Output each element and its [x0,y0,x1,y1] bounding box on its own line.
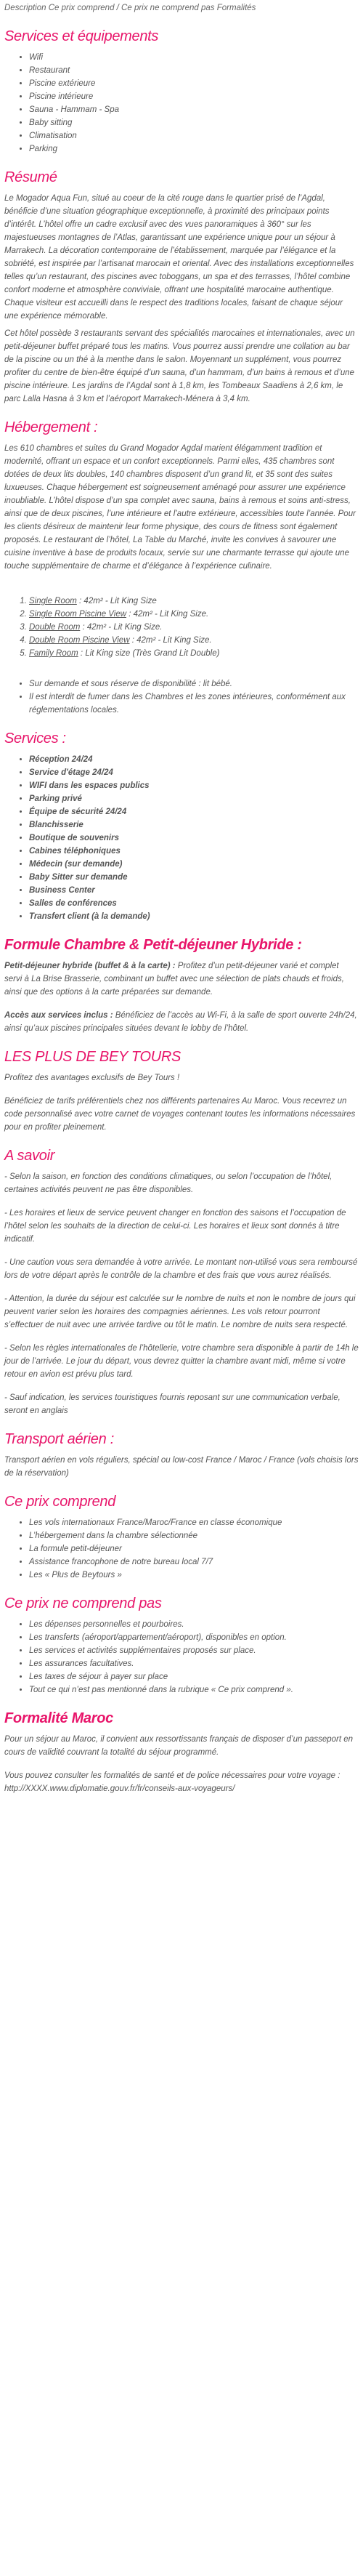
list-item: • Les taxes de séjour à payer sur place [29,1670,359,1683]
formula-paragraph [4,1009,359,1035]
list-item: • Climatisation [29,129,359,142]
room-spec: : 42m² - Lit King Size. [129,636,212,645]
formalities-paragraph[interactable]: Vous pouvez consulter les formalités de santé et de police nécessaires pour votre voyage : http://XXXX.www.diplomatie.gouv.fr/fr/conseils-aux-voyageurs/ [4,1771,340,1793]
room-notes [4,677,359,717]
list-item: • Restaurant [29,64,359,77]
tabs-bar[interactable]: Description Ce prix comprend / Ce prix ne comprend pas Formalités [4,4,256,12]
room-spec: : 42m² - Lit King Size. [126,610,209,619]
list-item: • La formule petit-déjeuner [29,1542,359,1555]
list-item: • Médecin (sur demande) [29,858,359,871]
room-name[interactable]: Family Room [29,649,78,658]
list-item: • Wifi [29,51,359,64]
list-item: • Réception 24/24 [29,753,359,766]
list-item: • Sauna - Hammam - Spa [29,103,359,116]
good-to-know-item: - Selon la saison, en fonction des conditions climatiques, ou selon l’occupation de l’hôtel, certaines activités peuvent ne pas être disponibles. [4,1172,333,1194]
list-item: • Parking [29,142,359,156]
list-item: • Boutique de souvenirs [29,832,359,845]
bonus-paragraph: Profitez des avantages exclusifs de Bey Tours ! [4,1074,180,1082]
formula-label: Petit-déjeuner hybride (buffet & à la carte) : [4,962,176,970]
list-item: • Les vols internationaux France/Maroc/France en classe économique [29,1516,359,1529]
room-item [29,595,359,608]
list-item: • Assistance francophone de notre bureau local 7/7 [29,1555,359,1569]
good-to-know-item: - Selon les règles internationales de l’hôtellerie, votre chambre sera disponible à partir de 14h le jour de l’arrivée. Le jour du départ, vous devrez quitter la chambre avant midi, même si votre retour en avion est prévu plus tard. [4,1344,359,1379]
room-item [29,608,359,621]
included-list [4,1516,359,1582]
room-spec: : 42m² - Lit King Size [76,597,157,605]
accommodation-title: Hébergement : [4,419,98,435]
room-name[interactable]: Single Room Piscine View [29,610,127,619]
formalities-title: Formalité Maroc [4,1710,113,1726]
good-to-know-item: - Les horaires et lieux de service peuvent changer en fonction des saisons et l’occupation de l’hôtel selon les souhaits de la direction de celui-ci. Les horaires et lieux sont donnés à titre indicatif. [4,1209,346,1244]
list-item: • L’hébergement dans la chambre sélectionnée [29,1529,359,1542]
good-to-know-item: - Attention, la durée du séjour est calculée sur le nombre de nuits et non le nombre de jours qui peuvent varier selon les horaires des compagnies aériennes. Les vols retour pourront s’effectuer de nuit avec une arrivée tardive ou tôt le matin. Le nombre de nuits sera respecté. [4,1295,356,1329]
list-item: • Parking privé [29,792,359,805]
transport-title: Transport aérien : [4,1431,114,1447]
good-to-know-item: - Une caution vous sera demandée à votre arrivée. Le montant non-utilisé vous sera remboursé lors de votre départ après le contrôle de la chambre et des frais que vous aurez réalisés. [4,1258,358,1280]
list-item: • Les services et activités supplémentaires proposés sur place. [29,1644,359,1657]
list-item: • Cabines téléphoniques [29,845,359,858]
list-item: • Blanchisserie [29,818,359,832]
list-item: • Équipe de sécurité 24/24 [29,805,359,818]
list-item: • Transfert client (à la demande) [29,910,359,923]
excluded-title: Ce prix ne comprend pas [4,1595,162,1611]
transport-paragraph: Transport aérien en vols réguliers, spécial ou low-cost France / Maroc / France (vols choisis lors de la réservation) [4,1456,359,1478]
room-name[interactable]: Single Room [29,597,77,605]
formula-label: Accès aux services inclus : [4,1011,113,1020]
list-item: • Sur demande et sous réserve de disponibilité : lit bébé. [29,677,359,691]
list-item: • Les « Plus de Beytours » [29,1569,359,1582]
list-item: • Piscine extérieure [29,77,359,90]
formula-title: Formule Chambre & Petit-déjeuner Hybride : [4,937,302,953]
list-item: • Service d'étage 24/24 [29,766,359,779]
list-item: • Les transferts (aéroport/appartement/aéroport), disponibles en option. [29,1631,359,1644]
equipment-list [4,51,359,156]
equipment-title: Services et équipements [4,28,159,44]
list-item: • Piscine intérieure [29,90,359,103]
room-item [29,621,359,634]
room-name[interactable]: Double Room Piscine View [29,636,130,645]
services-list [4,753,359,923]
room-list [4,595,359,660]
formula-paragraph [4,959,359,999]
room-name[interactable]: Double Room [29,623,81,632]
list-item: • Les assurances facultatives. [29,1657,359,1670]
excluded-list [4,1618,359,1696]
good-to-know-title: A savoir [4,1148,55,1164]
formalities-paragraph: Pour un séjour au Maroc, il convient aux ressortissants français de disposer d’un passeport en cours de validité couvrant la totalité du séjour programmé. [4,1735,354,1757]
list-item: • Les dépenses personnelles et pourboires. [29,1618,359,1631]
list-item: • WIFI dans les espaces publics [29,779,359,792]
bonus-paragraph: Bénéficiez de tarifs préférentiels chez nos différents partenaires Au Maroc. Vous recevrez un code personnalisé avec votre carnet de voyages contenant toutes les informations nécessaires pour en profiter pleinement. [4,1097,356,1132]
summary-paragraph: Le Mogador Aqua Fun, situé au coeur de la cité rouge dans le quartier prisé de l’Agdal, bénéficie d’une situation géographique exceptionnelle, à proximité des principaux points d’intérêt. L’hôtel offre un cadre exclusif avec des vues panoramiques à 360° sur les majestueuses montagnes de l’Atlas, garantissant une expérience unique pour un séjour à Marrakech. La décoration contemporaine de l’établissement, marquée par l’élégance et la sobriété, est inspirée par l’artisanat marocain et oriental. Avec des installations exceptionnelles telles qu’un restaurant, des piscines avec toboggans, un spa et des terrasses, l’hôtel combine confort moderne et atmosphère conviviale, offrant une hospitalité marocaine authentique. Chaque visiteur est accueilli dans le respect des traditions locales, faisant de chaque séjour une expérience mémorable. [4,194,354,321]
summary-paragraph: Cet hôtel possède 3 restaurants servant des spécialités marocaines et internationales, avec un petit-déjeuner buffet préparé tous les matins. Vous pourrez aussi prendre une collation au bar de la piscine ou un thé à la menthe dans le salon. Moyennant un supplément, vous pourrez profiter du centre de bien-être équipé d’un sauna, d’un hammam, d’un bains à remous et d’une piscine intérieure. Les jardins de l’Agdal sont à 1,8 km, les Tombeaux Saadiens à 2,6 km, le parc Lalla Hasna à 3 km et l’aéroport Marrakech-Ménera à 3,4 km. [4,329,355,403]
room-spec: : 42m² - Lit King Size. [80,623,163,632]
room-item [29,647,359,660]
list-item: • Il est interdit de fumer dans les Chambres et les zones intérieures, conformément aux réglementations locales. [29,691,359,717]
included-title: Ce prix comprend [4,1494,116,1510]
list-item: • Baby sitting [29,116,359,129]
list-item: • Business Center [29,884,359,897]
room-item [29,634,359,647]
formula-text: Profitez d’un petit-déjeuner varié et complet servi à La Brise Brasserie, combinant un buffet avec une sélection de plats chauds et froids, ainsi que des options à la carte préparées sur demande. [4,962,344,997]
formula-text: Bénéficiez de l’accès au Wi-Fi, à la salle de sport ouverte 24h/24, ainsi qu’aux piscines principales situées devant le lobby de l’hôtel. [4,1011,357,1033]
accommodation-paragraph: Les 610 chambres et suites du Grand Mogador Agdal marient élégamment tradition et modernité, offrant un espace et un confort exceptionnels. Parmi elles, 435 chambres sont dotées de deux lits doubles, 140 chambres disposent d’un grand lit, et 35 sont des suites luxueuses. Chaque hébergement est soigneusement aménagé pour assurer une expérience inoubliable. L’hôtel dispose d’un spa complet avec sauna, bains à remous et soins anti-stress, ainsi que de deux piscines, l’une intérieure et l’autre extérieure, accessibles toute l’année. Pour les clients désireux de maintenir leur forme physique, des cours de fitness sont également proposés. Le restaurant de l’hôtel, La Table du Marché, invite les convives à savourer une cuisine inventive à base de produits locaux, servie sur une charmante terrasse qui ajoute une touche supplémentaire de charme et d’élégance à l’expérience culinaire. [4,444,356,571]
room-spec: : Lit King size (Très Grand Lit Double) [78,649,220,658]
list-item: • Salles de conférences [29,897,359,910]
good-to-know-item: - Sauf indication, les services touristiques fournis reposant sur une communication verbale, seront en anglais [4,1393,340,1415]
list-item: • Tout ce qui n’est pas mentionné dans la rubrique « Ce prix comprend ». [29,1683,359,1696]
summary-title: Résumé [4,169,57,185]
bonus-title: LES PLUS DE BEY TOURS [4,1049,182,1065]
list-item: • Baby Sitter sur demande [29,871,359,884]
services-title: Services : [4,730,66,746]
